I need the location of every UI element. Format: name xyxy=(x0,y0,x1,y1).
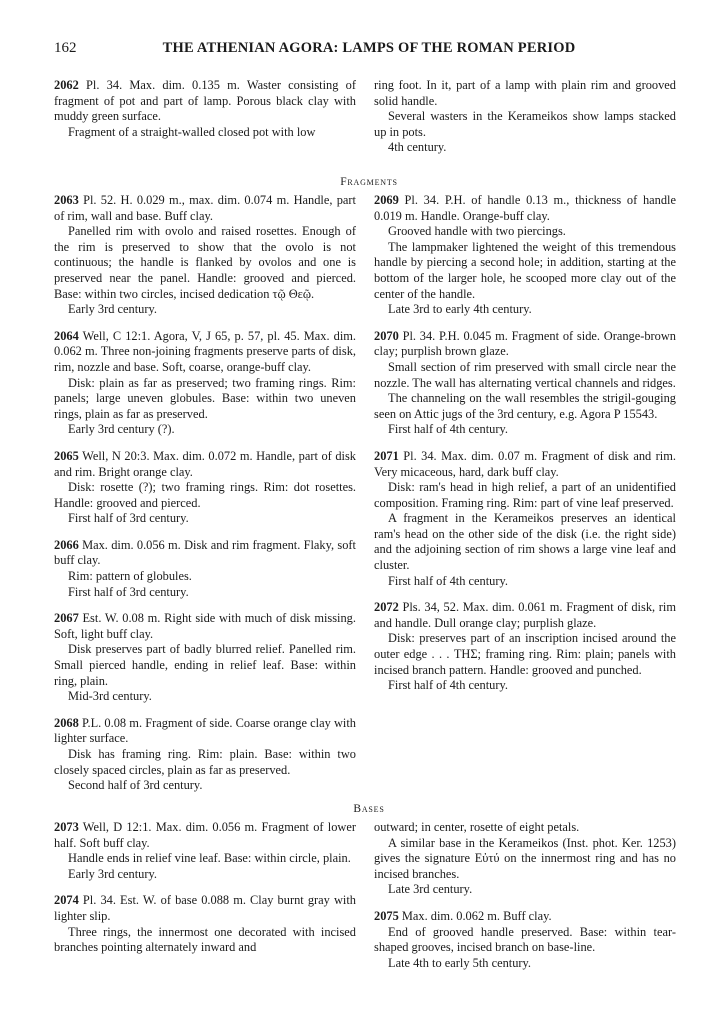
catalog-number: 2068 xyxy=(54,715,79,730)
entry-description: Max. dim. 0.056 m. Disk and rim fragment. Flaky, soft buff clay. xyxy=(54,537,356,568)
catalog-entry-2074 xyxy=(54,893,356,955)
catalog-entry-2073 xyxy=(54,820,356,882)
entry-paragraph: Handle ends in relief vine leaf. Base: within circle, plain. xyxy=(68,851,351,866)
catalog-number: 2067 xyxy=(54,611,79,626)
catalog-number: 2069 xyxy=(374,193,399,207)
entry-paragraph: 4th century. xyxy=(388,140,447,155)
catalog-entry-2062 xyxy=(54,78,356,140)
entry-paragraph: First half of 4th century. xyxy=(388,678,508,693)
catalog-entry-2068 xyxy=(54,716,356,794)
catalog-entry-2075 xyxy=(374,909,676,971)
entry-description: P.L. 0.08 m. Fragment of side. Coarse orange clay with lighter surface. xyxy=(54,715,356,746)
entry-heading-line xyxy=(54,78,356,125)
section-heading-fragments: Fragments xyxy=(340,176,398,188)
entry-paragraph: First half of 3rd century. xyxy=(68,511,189,526)
section-heading-bases: Bases xyxy=(353,803,385,815)
catalog-entry-2069 xyxy=(374,193,676,318)
entry-heading-line xyxy=(54,611,356,642)
entry-heading-line xyxy=(54,820,356,851)
entry-heading-line xyxy=(374,193,676,224)
entry-paragraph: Panelled rim with ovolo and raised rosettes. Enough of the rim is preserved to show that the ovolo is not continuous; the handle is flanked by ovolos and one is preserved near the panel. Handle: grooved and pierced. Base: within two circles, incised dedication τῷ Θεῷ. xyxy=(54,224,356,301)
catalog-entry-2072 xyxy=(374,600,676,694)
entry-paragraph: Late 4th to early 5th century. xyxy=(388,955,532,970)
entry-heading-line xyxy=(374,449,676,480)
catalog-number: 2065 xyxy=(54,448,79,463)
entry-paragraph: Mid-3rd century. xyxy=(68,689,152,704)
entry-paragraph: Early 3rd century. xyxy=(68,866,157,881)
entry-paragraph: Disk preserves part of badly blurred relief. Panelled rim. Small pierced handle, ending in relief leaf. Base: within ring, plain. xyxy=(54,642,356,688)
entry-heading-line xyxy=(54,193,356,224)
entry-paragraph: Early 3rd century. xyxy=(68,302,157,317)
catalog-number: 2071 xyxy=(374,448,399,463)
entry-heading-line xyxy=(54,449,356,480)
page-number: 162 xyxy=(54,40,77,56)
entry-paragraph: The channeling on the wall resembles the strigil-gouging seen on Attic jugs of the 3rd century, e.g. Agora P 15543. xyxy=(374,391,676,421)
entry-description: Pl. 34. P.H. 0.045 m. Fragment of side. Orange-brown clay; purplish brown glaze. xyxy=(374,328,677,359)
entry-heading-line xyxy=(54,893,356,924)
catalog-entry-2070 xyxy=(374,329,676,438)
entry-heading-line xyxy=(374,329,676,360)
entry-description: Pl. 34. Max. dim. 0.07 m. Fragment of disk and rim. Very micaceous, hard, dark buff clay. xyxy=(374,448,676,479)
page-header xyxy=(54,40,684,60)
entry-heading-line xyxy=(374,600,676,631)
running-head: THE ATHENIAN AGORA: LAMPS OF THE ROMAN PERIOD xyxy=(162,40,576,56)
entry-paragraph: Late 3rd century. xyxy=(388,882,473,897)
entry-description: Pl. 34. Max. dim. 0.135 m. Waster consisting of fragment of pot and part of lamp. Porous black clay with muddy green surface. xyxy=(54,78,356,124)
entry-paragraph: The lampmaker lightened the weight of this tremendous handle by piercing a second hole; in addition, starting at the bottom of the larger hole, he scooped more clay out of the center of the handle. xyxy=(374,239,676,301)
catalog-column-right xyxy=(374,193,676,705)
catalog-number: 2062 xyxy=(54,78,79,92)
catalog-number: 2064 xyxy=(54,328,79,343)
entry-description: Well, N 20:3. Max. dim. 0.072 m. Handle, part of disk and rim. Bright orange clay. xyxy=(54,448,357,479)
catalog-entry-2063 xyxy=(54,193,356,318)
entry-paragraph: Fragment of a straight-walled closed pot with low xyxy=(68,124,316,139)
catalog-number: 2073 xyxy=(54,820,79,834)
catalog-entry-2065 xyxy=(54,449,356,527)
entry-paragraph: Grooved handle with two piercings. xyxy=(388,224,566,239)
catalog-number: 2074 xyxy=(54,893,79,908)
entry-paragraph: Rim: pattern of globules. xyxy=(68,569,192,584)
catalog-number: 2070 xyxy=(374,328,399,343)
entry-heading-line xyxy=(54,329,356,376)
entry-paragraph: Several wasters in the Kerameikos show lamps stacked up in pots. xyxy=(374,109,676,139)
entry-paragraph: First half of 4th century. xyxy=(388,573,508,588)
entry-paragraph: Disk: plain as far as preserved; two framing rings. Rim: panels; large uneven globules. Base: within two uneven rings, plain as far as preserved. xyxy=(54,375,356,421)
entry-paragraph: Disk has framing ring. Rim: plain. Base: within two closely spaced circles, plain as far as preserved. xyxy=(54,747,356,777)
entry-paragraph: ring foot. In it, part of a lamp with plain rim and grooved solid handle. xyxy=(374,78,676,108)
entry-description: Pl. 34. Est. W. of base 0.088 m. Clay burnt gray with lighter slip. xyxy=(54,893,356,923)
catalog-entry-continued xyxy=(374,820,676,898)
entry-paragraph: First half of 3rd century. xyxy=(68,584,189,599)
catalog-number: 2075 xyxy=(374,908,399,923)
catalog-entry-2071 xyxy=(374,449,676,589)
entry-paragraph: A similar base in the Kerameikos (Inst. phot. Ker. 1253) gives the signature Εὐτύ on the innermost ring and has no incised branches. xyxy=(374,835,676,881)
entry-paragraph: Early 3rd century (?). xyxy=(68,422,175,437)
catalog-column-right xyxy=(374,78,676,167)
entry-description: Pl. 52. H. 0.029 m., max. dim. 0.074 m. Handle, part of rim, wall and base. Buff clay. xyxy=(54,193,356,223)
entry-paragraph: Second half of 3rd century. xyxy=(68,778,203,793)
entry-description: Pl. 34. P.H. of handle 0.13 m., thickness of handle 0.019 m. Handle. Orange-buff clay. xyxy=(374,193,676,223)
entry-paragraph: outward; in center, rosette of eight petals. xyxy=(374,820,580,834)
entry-paragraph: Disk: preserves part of an inscription incised around the outer edge . . . ΤΗΣ; framing ring. Rim: plain; panels with incised branch pattern. Handle: grooved and punched. xyxy=(374,631,676,677)
entry-paragraph: Three rings, the innermost one decorated with incised branches pointing alternately inward and xyxy=(54,924,356,955)
entry-description: Pls. 34, 52. Max. dim. 0.061 m. Fragment of disk, rim and handle. Dull orange clay; purplish glaze. xyxy=(374,600,676,630)
entry-description: Est. W. 0.08 m. Right side with much of disk missing. Soft, light buff clay. xyxy=(54,611,356,641)
catalog-entry-2064 xyxy=(54,329,356,438)
entry-paragraph: Small section of rim preserved with small circle near the nozzle. The wall has alternating vertical channels and ridges. xyxy=(374,359,676,390)
catalog-entry-2066 xyxy=(54,538,356,600)
catalog-column-left xyxy=(54,78,356,151)
catalog-number: 2072 xyxy=(374,600,399,615)
entry-heading-line xyxy=(374,909,676,925)
entry-paragraph: Disk: ram's head in high relief, a part of an unidentified composition. Framing ring. Rim: part of vine leaf preserved. xyxy=(374,480,676,510)
entry-heading-line xyxy=(54,538,356,569)
catalog-entry-2067 xyxy=(54,611,356,705)
entry-paragraph: A fragment in the Kerameikos preserves an identical ram's head on the other side of the disk (i.e. the right side) and the adjoining section of rim shows a large vine leaf and cluster. xyxy=(374,511,676,573)
entry-description: Well, C 12:1. Agora, V, J 65, p. 57, pl. 45. Max. dim. 0.062 m. Three non-joining fragments preserve parts of disk, rim, nozzle and base. Soft, coarse, orange-buff clay. xyxy=(54,328,356,374)
catalog-column-left xyxy=(54,193,356,805)
entry-description: Well, D 12:1. Max. dim. 0.056 m. Fragment of lower half. Soft buff clay. xyxy=(54,820,356,850)
entry-description: Max. dim. 0.062 m. Buff clay. xyxy=(401,908,552,923)
catalog-entry-continued xyxy=(374,78,676,156)
entry-paragraph: Disk: rosette (?); two framing rings. Rim: dot rosettes. Handle: grooved and pierced. xyxy=(54,480,356,510)
catalog-number: 2066 xyxy=(54,537,79,552)
entry-paragraph: Late 3rd to early 4th century. xyxy=(388,302,532,317)
entry-heading-line xyxy=(54,716,356,747)
entry-paragraph: First half of 4th century. xyxy=(388,422,508,437)
catalog-column-right xyxy=(374,820,676,982)
entry-paragraph: End of grooved handle preserved. Base: within tear-shaped grooves, incised branch on base-line. xyxy=(374,924,676,955)
catalog-column-left xyxy=(54,820,356,967)
catalog-number: 2063 xyxy=(54,193,79,207)
